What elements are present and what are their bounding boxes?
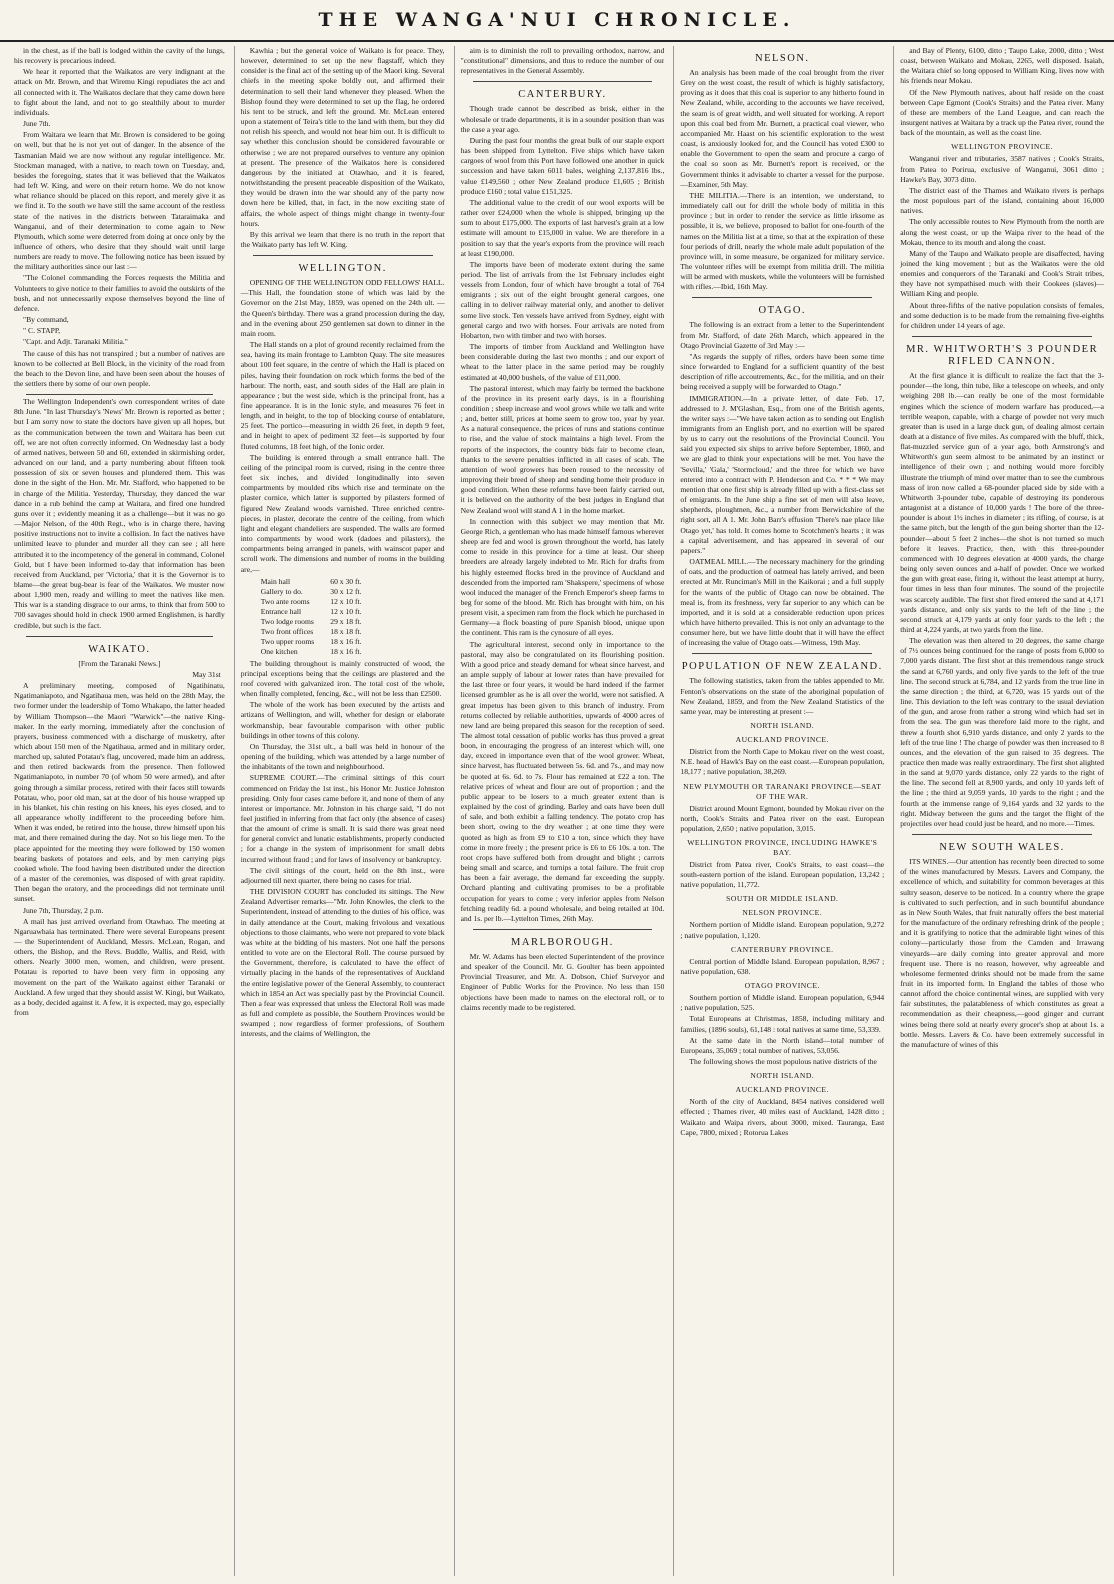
- province-heading: CANTERBURY PROVINCE.: [731, 944, 834, 954]
- province-heading: NELSON PROVINCE.: [742, 908, 823, 918]
- article-paragraph: aim is to diminish the roll to prevailing orthodox, narrow, and "constitutional" dimensions, and thus to reduce the number of our representatives in the General Assembly.: [460, 46, 665, 76]
- article-paragraph: Total Europeans at Christmas, 1858, including military and families, (1896 souls), 61,148 : total natives at same time, 53,339.: [680, 1014, 885, 1034]
- article-paragraph: The Wellington Independent's own correspondent writes of date 8th June. "In last Thursday's 'News' Mr. Brown is reported as better ; but I am sorry now to state the doctors have given up all hopes, but as the communication between the town and Waitara has been cut off, we are not often correctly informed. On Wednesday last a body of armed natives, between 50 and 60, extended in skirmishing order, advanced on our land, and a party numbering about fifteen took possession of six or seven houses and plundered them. This was done in the sight of the Hon. Mr. Mr. Stafford, who happened to be in charge of the Militia. Yesterday, Thursday, they danced the war dance in a rub behind the camp at Waitara, and fired one hundred guns over it ; evidently meaning it as a challenge—but it was no go—Major Nelson, of the 40th Regt., who is in charge there, having positive instructions not to invite a collision. In fact the natives have unlimited leave to plunder and murder all they can see ; all here attributed it to the incompetency of the general in command, Colonel Gold, but I have been informed to-day that information has been received from Auckland, per 'Victoria,' that it is the Governor is to blame—the great bug-bear is fear of the Waikatos. We muster now about 1,900 men, ready and willing to meet the natives like men. This war is a standing disgrace to our arms, to think that from 500 to 700 savages should hold in check 1900 armed Englishmen, is hardly credible, but such is the fact.: [14, 397, 225, 630]
- section-heading: POPULATION OF NEW ZEALAND.: [681, 661, 883, 673]
- section-rule: [912, 834, 1092, 835]
- article-paragraph: The imports have been of moderate extent during the same period. The list of arrivals from the 1st February includes eight vessels from London, four of which have brought a total of 764 emigrants ; six out of the eight brought general cargoes, one calling in to deliver railway material only, and another to deliver some live stock. Ten vessels have arrived from Sydney, eight with general cargo and two with horses. Four arrivals are noted from Hobarton, two with timber and two with horses.: [460, 259, 665, 340]
- article-paragraph: The building is entered through a small entrance hall. The ceiling of the principal room is curved, rising in the centre three feet six inches, and divided longitudinally into seven compartments by moulded ribs which rise and terminate on the plaster cornice, which latter is supported by pilasters formed of figured New Zealand woods varnished. Three enriched centre-pieces, in plaster, decorate the centre of the ceiling, from which light and elegant chandeliers are suspended. The walls are formed into compartments by wood work (dadoes and pilasters), the compartments being arranged in panels, with wainscot paper and scroll work. The dimensions and number of rooms in the building are,—: [240, 452, 445, 574]
- island-heading: NORTH ISLAND.: [750, 1071, 815, 1081]
- column-1: [14, 46, 225, 1576]
- province-paragraph: Northern portion of Middle island. European population, 9,272 ; native population, 1,120.: [680, 920, 885, 940]
- room-row: [261, 577, 368, 587]
- section-heading: MARLBOROUGH.: [511, 936, 614, 948]
- article-paragraph: The district east of the Thames and Waikato rivers is perhaps the most populous part of the island, containing about 16,000 natives.: [900, 185, 1104, 216]
- island-heading: NORTH ISLAND.: [750, 721, 815, 731]
- province-paragraph: Southern portion of Middle island. European population, 6,944 ; native population, 525.: [680, 993, 885, 1013]
- article-paragraph: THE MILITIA.—There is an intention, we understand, to immediately call out for drill the whole body of militia in this province ; but in order to render the service as little irksome as possible, it is, we believe, proposed to ballot for one-fourth of the names on the Militia list at a time, so that at the expiration of these four periods of drill, nearly the whole male adult population of the province will, in some measure, be organized for military service. The volunteer rifles will be exempt from militia drill. The militia will be armed with muskets, while the volunteers will be furnished with rifles.—Ibid, 16th May.: [680, 190, 885, 292]
- article-paragraph: Mr. W. Adams has been elected Superintendent of the province and speaker of the Council. Mr. G. Goulter has been appointed Provincial Treasurer, and Mr. A. Dobson, Chief Surveyor and Engineer of Public Works for the Province. No less than 150 objections have been made to names on the electoral roll, or to claims recently made to be registered.: [460, 951, 665, 1012]
- article-paragraph: In connection with this subject we may mention that Mr. George Rich, a gentleman who has made himself famous wherever sheep are fed and wool is grown throughout the world, has lately come to reside in this province for a time at least. Our sheep breeders are already largely indebted to Mr. Rich for drafts from his highly esteemed flocks bred in the province of Auckland and descended from the imported ram 'Shakspere,' specimens of whose wool induced the manager of the French Emperor's sheep farms to beg for some of the blood. Mr. Rich has brought with him, on his present visit, a specimen ram from the flock which he purchased in Germany—a flock boasting of pure Spanish blood, unique upon the continent. This ram is the cynosure of all eyes.: [460, 516, 665, 638]
- room-name: Entrance hall: [260, 606, 302, 616]
- section-heading: MR. WHITWORTH'S 3 POUNDER RIFLED CANNON.: [906, 344, 1099, 368]
- section-source: [From the Taranaki News.]: [78, 658, 161, 668]
- section-heading: NEW SOUTH WALES.: [939, 842, 1065, 854]
- room-row: [261, 647, 368, 657]
- article-paragraph: Of the New Plymouth natives, about half reside on the coast between Cape Egmont (Cook's Straits) and the Patea river. Many of these are members of the Land League, and can reach the insurgent natives at Waitara by a track up the Patea river, round the back of the mountain, as well as the coast line.: [900, 87, 1104, 138]
- article-paragraph: The civil sittings of the court, held on the 8th inst., were adjourned till next quarter, there being no cases for trial.: [240, 865, 445, 885]
- column-2: [234, 46, 445, 1576]
- article-paragraph: "Capt. and Adjt. Taranaki Militia.": [23, 337, 128, 347]
- article-paragraph: IMMIGRATION.—In a private letter, of date Feb. 17, addressed to J. M'Glashan, Esq., from one of the British agents, the writer says :—"We have taken action as to sending out English immigrants from an English port, and no exertion will be spared by us to carry out the resolutions of the Provincial Council. You said you expected six ships to arrive before September, 1860, and we are glad to think your expectations will be met. You have the 'Sevilla,' 'Gala,' 'Stormcloud,' and the three for which we have entered into a contract with P. Henderson and Co. * * * We may mention that one first ship is already filled up with a first-class set of emigrants. In the June ship a fine set of men will also leave, shepherds, ploughmen, &c., a number from Berwickshire of the right sort, all A 1. Mr. John Barr's effusion 'There's nae place like Otago yet,' has told. It comes home to Scotchmen's hearts ; it was a capital advertisement, and has appeared in several of our papers.": [680, 393, 885, 555]
- section-rule: [692, 653, 872, 654]
- article-paragraph: SUPREME COURT.—The criminal sittings of this court commenced on Friday the 1st inst., his Honor Mr. Justice Johnston presiding. Only four cases came before it, and none of them of any interest or importance. Mr. Johnston in his charge said, "I do not feel justified in inferring from that fact only (the absence of cases) that the amount of crime is small. It is said there was great need for general convict and lunatic establishments, properly conducted ; for a change in the system of imprisonment for small debts incurred without fraud ; and for laws of insolvency or bankruptcy.: [240, 773, 445, 864]
- article-paragraph: About three-fifths of the native population consists of females, and some deduction is to be made from the remaining five-eighths for children under 14 years of age.: [900, 300, 1104, 330]
- section-heading: OTAGO.: [758, 305, 807, 317]
- article-paragraph: The elevation was then altered to 20 degrees, the same charge of 7½ ounces being continued for the range of posts from 6,000 to 7,000 yards distant. The first shot at this tremendous range struck the sand at 6,760 yards, and only five yards to the left of the true line. The second struck at 6,784, and 12 yards from the true line in the same direction ; the third, at 6,720, was 15 yards out of the line. This deviation to the left was contrary to the usual deviation of the gun, and arose from rather a strong wind which had set in from the sea. The gun was therefore laid more to the right, and threw a fourth shot 6,910 yards distance, and only 2 yards to the left of the true line ! The charge of powder was then increased to 8 ounces, and the elevation of the gun raised to 35 degrees. The practice then made was really extraordinary. The first shot alighted in the sand at 9,070 yards distance, only 22 yards to the right of the line. The second fell at 8,900 yards, and only 10 yards left of the line ; the third at 9,059 yards, 10 yards to the right ; and the fourth at the immense range of 9,164 yards and 32 yards to the right. Midway between the guns and the target the flight of the projectiles over head could just be heard, and no more.—Times.: [900, 636, 1104, 828]
- room-dimensions: 60 x 30 ft.: [330, 576, 362, 586]
- section-rule: [26, 636, 213, 637]
- section-heading: NELSON.: [755, 53, 810, 64]
- province-paragraph: Central portion of Middle Island. European population, 8,967 ; native population, 638.: [680, 956, 885, 976]
- room-row: [261, 607, 368, 617]
- room-dimensions: 18 x 16 ft.: [330, 646, 362, 656]
- article-paragraph: The Hall stands on a plot of ground recently reclaimed from the sea, having its main frontage to Lambton Quay. The site measures about 100 feet square, in the centre of which the Hall is placed on piles, having their foundation on rock which forms the bed of the harbour. The north, east, and south sides of the Hall are plain in appearance ; but the west side, which is the principal front, has a fine appearance. It is in the Ionic style, and measures 76 feet in length, and in height, to the top of blocking course of entablature, 25 feet. The portico—measuring in width 26 feet, in depth 9 feet, and in height to apex of pediment 32 feet—is supported by four fluted columns, 18 feet high, of the Ionic order.: [240, 340, 445, 451]
- article-paragraph: OATMEAL MILL.—The necessary machinery for the grinding of oats, and the production of oatmeal has lately arrived, and been erected at Mr. Runciman's Mill in the Kaikorai ; and a full supply for the wants of the public of Otago can now be obtained. The meal is, from its freshness, very far superior to any which can be imported, and it is sold at a considerable reduction upon prices which have hitherto prevailed. This is not only an advantage to the consumer here, but we have little doubt that it will have the effect of increasing the value of Otago oats.—Witness, 19th May.: [680, 557, 885, 648]
- article-paragraph: At the first glance it is difficult to realize the fact that the 3-pounder—the long, thin tube, like a telescope on wheels, and only weighing 208 lb.—can really be one of the most formidable engines which the science of modern warfare has produced,—a terrible weapon, capable, with a charge of powder not very much greater than is used in a large duck gun, of dealing almost certain death at a distance of five miles. As compared with the bluff, thick, flat-muzzled service gun of a year ago, both Armstrong's and Whitworth's gun seem almost to be animated by an instinct or intelligence of their own ; and nothing would more forcibly illustrate the triumph of mind over matter than to see the cumbrous mass of iron now called a 68-pounder placed side by side with a Whitworth 3-pounder tube, capable of destroying its ponderous antagonist at a distance of 10,000 yards ! The bore of the three-pounder is about 1½ inches in diameter ; its rifling, of course, is at the same pitch, but the length of the gun being shorter than the 12-pounder—about 5 feet 2 inches—the shot is not turned so much before it leaves. Practice, then, with this three-pounder commenced with 10 degrees elevation at 4000 yards, the charge being only seven ounces and a-half of powder. Once we worked the gun with great ease, firing it, without the least attempt at hurry, four times in less than four minutes. The sound of the projectile was scarcely audible. The first shot fired entered the sand at 4,171 yards distance, and only six yards to the left of the line ; the second struck at 4,179 yards at only four yards to the left ; the third at 4,224 yards, at two yards from the line.: [900, 371, 1104, 634]
- province-heading: AUCKLAND PROVINCE.: [735, 1085, 829, 1095]
- article-paragraph: June 7th.: [23, 119, 51, 129]
- room-dimensions: 12 x 10 ft.: [330, 596, 362, 606]
- article-paragraph: An analysis has been made of the coal brought from the river Grey on the west coast, the result of which is highly satisfactory, proving as it does that this coal is superior to any hitherto found in New Zealand, while, according to the accounts we have received, the seam is of great width, and well situated for working. A report upon this coal bed from Mr. Burnett, a practical coal viewer, who accompanied Mr. Haast on his scientific exploration to the west coast, is anxiously looked for, and the Council has voted £300 to enable the Government to open the seam and procure a cargo of the coal so soon as Mr. Burnett's report is received, or the Government thinks it advisable to charter a vessel for the purpose.—Examiner, 5th May.: [680, 68, 885, 189]
- room-row: [261, 637, 368, 647]
- masthead: [0, 0, 1114, 42]
- article-paragraph: "The Colonel commanding the Forces requests the Militia and Volunteers to give notice to their families to avoid the outskirts of the bush, and not unnecessarily expose themselves beyond the line of defence.: [14, 273, 225, 313]
- article-paragraph: North of the city of Auckland, 8454 natives considered well effected ; Thames river, 40 miles east of Auckland, 1428 ditto ; Waikato and Waipa rivers, about 3000, mixed. Tauranga, East Cape, 7800, mixed ; Rotorua Lakes: [680, 1097, 885, 1137]
- article-paragraph: Kawhia ; but the general voice of Waikato is for peace. They, however, determined to set up the new flagstaff, which they consider is the final act of the setting up of the Maori king. Several chiefs in the meeting spoke boldly out, and affirmed their determination to sell their land whenever they pleased. When the Bishop found they were determined to set up the flag, he ordered his tent to be struck, and left the ground. Mr. McLean entered upon a statement of Teira's title to the land with them, but they did not relish his speech, and would not hear him out. It is difficult to say whether this conclusion should be considered favourable or otherwise ; we are not prepared ourselves to venture any opinion at present. The presence of the Waikatos here is considered dangerous by the initiated at Otawhao, and it is feared, notwithstanding the present peaceable disposition of the Waikato, they would be drawn into the war should any of the party now down here be killed, that, in fact, in the now exciting state of affairs, the whole aspect of things might change in twenty-four hours.: [240, 46, 445, 228]
- article-paragraph: The following shows the most populous native districts of the: [689, 1057, 877, 1067]
- article-paragraph: OPENING OF THE WELLINGTON ODD FELLOWS' HALL.—This Hall, the foundation stone of which was laid by the Governor on the 21st May, 1859, was opened on the 24th ult. —the Queen's birthday. There was a grand procession during the day, and in the evening about 250 gentlemen sat down to dinner in the main room.: [240, 278, 445, 338]
- province-paragraph: District around Mount Egmont, bounded by Mokau river on the north, Cook's Straits and Patea river on the east. European population, 2,650 ; native population, 3,015.: [680, 803, 885, 833]
- section-heading: CANTERBURY.: [518, 89, 607, 101]
- article-paragraph: THE DIVISION COURT has concluded its sittings. The New Zealand Advertiser remarks—"Mr. John Knowles, the clerk to the Superintendent, instead of attending to the duties of his office, was in daily attendance at the Court, making frivolous and vexatious objections to those claimants, who were not prepared to vote black was white at the bidding of his masters. Not one half the persons entitled to vote are on the Electoral Roll. The course pursued by the Government, therefore, is calculated to have the effect of virtually placing in the hands of the representatives of Auckland the entire legislative power of the General Assembly, to counteract which in 1854 an Act was specially past by the Provincial Council. Then a fear was expressed that unless the Electoral Roll was made as full and complete as possible, the Southern Provinces would be swamped ; now regardless of former professions, of Southern interests, and the claims of Wellington, the: [240, 887, 445, 1039]
- room-dimensions: 29 x 18 ft.: [330, 616, 362, 626]
- section-rule: [692, 297, 872, 298]
- province-heading: AUCKLAND PROVINCE.: [735, 735, 829, 745]
- room-name: One kitchen: [260, 646, 298, 656]
- room-dimensions: 18 x 16 ft.: [330, 636, 362, 646]
- article-paragraph: "By command,: [23, 315, 69, 325]
- article-paragraph: We hear it reported that the Waikatos are very indignant at the attack on Mr. Brown, and that Wiremu Kingi repudiates the act and all connected with it. The Waikatos declare that they came down here to fight about the land, and not to go stealthily about to murder individuals.: [14, 67, 225, 117]
- article-paragraph: The only accessible routes to New Plymouth from the north are along the west coast, or up the Waipa river to the head of the Mokau, thence to its mouth and along the coast.: [900, 217, 1104, 247]
- article-paragraph: By this arrival we learn that there is no truth in the report that the Waikato party has left W. King.: [240, 229, 445, 249]
- article-paragraph: ITS WINES.—Our attention has recently been directed to some of the wines manufactured by Messrs. Lavers and Company, the excellence of which, and suitability for common beverages at this sultry season, deserve to be noticed. In a country where the grape is cultivated to such perfection, and in such bountiful abundance as in New South Wales, that fruit naturally offers the best material for the manufacture of the ordinary refreshing drink of the people ; and it is gratifying to notice that the admirable light wines of this colony—particularly those from the Camden and Irrawang vineyards—are daily coming into greater approval and more frequent use. There is no reason, however, why agreeable and wholesome fermented drinks should not be made from the same fruit in its imported form. In England the tables of those who cannot afford the choice continental wines, are supplied with very fair substitutes, the palatableness of which constitutes as great a recommendation as their cheapness,—good ginger and currant wines being there sold at nearly every grocer's shop at about 1s. a bottle. Messrs. Lavers & Co. have been extremely successful in the manufacture of wines of this: [900, 857, 1104, 1049]
- section-heading: WAIKATO.: [88, 643, 151, 655]
- column-4: [673, 46, 884, 1576]
- rooms-table: [261, 577, 368, 657]
- article-paragraph: in the chest, as if the ball is lodged within the cavity of the lungs, his recovery is precarious indeed.: [14, 46, 225, 66]
- room-dimensions: 18 x 18 ft.: [330, 626, 362, 636]
- section-rule: [473, 929, 653, 930]
- province-heading: OTAGO PROVINCE.: [744, 981, 820, 991]
- province-heading: WELLINGTON PROVINCE, INCLUDING HAWKE'S BAY.: [687, 838, 878, 857]
- island-heading: SOUTH OR MIDDLE ISLAND.: [726, 894, 839, 904]
- room-row: [261, 617, 368, 627]
- article-paragraph: "As regards the supply of rifles, orders have been some time since forwarded to England for a sufficient quantity of the best description of rifle accoutrements, &c., for the militia, and on their being received a supply will be forwarded to Otago.": [680, 351, 885, 392]
- article-paragraph: The building throughout is mainly constructed of wood, the principal exceptions being that the ceilings are plastered and the roof covered with galvanized iron. The total cost of the whole, when finally completed, fencing, &c., will not be less than £2500.: [240, 658, 445, 699]
- room-dimensions: 30 x 12 ft.: [330, 586, 362, 596]
- article-paragraph: The whole of the work has been executed by the artists and artizans of Wellington, and will, whether for design or elaborate workmanship, bear favourable comparison with other public buildings in other towns of this colony.: [240, 700, 445, 740]
- article-paragraph: The following statistics, taken from the tables appended to Mr. Fenton's observations on the state of the aboriginal population of New Zealand, 1859, and from the New Zealand Statistics of the same year, may be interesting at present :—: [680, 676, 885, 716]
- province-heading: NEW PLYMOUTH OR TARANAKI PROVINCE—SEAT OF THE WAR.: [683, 781, 882, 801]
- article-paragraph: The pastoral interest, which may fairly be termed the backbone of the province in its present early days, is in a flourishing condition ; sheep increase and wool grows while we talk and write ; and, better still, prices at home seem to grow too, year by year. As a natural consequence, the prices of runs and stations continue to rise, and the value of stock maintains a high level. From the reports of the inspectors, the country bids fair to become clean, thanks to the severe penalties inflicted in all cases of scab. The attention of wool growers has been roused to the necessity of improving their breed of sheep and sending home their produce in good condition. When these reforms have been fairly carried out, it is believed on the authority of the best judges in England that New Zealand wool will stand A 1 in the home market.: [460, 383, 665, 515]
- province-paragraph: District from the North Cape to Mokau river on the west coast, N.E. head of Hawk's Bay on the east coast.—European population, 18,177 ; native population, 38,269.: [680, 747, 885, 777]
- room-dimensions: 12 x 10 ft.: [330, 606, 362, 616]
- article-paragraph: The additional value to the credit of our wool exports will be rather over £24,000 when the whole is shipped, bringing up the sum to about £175,000. The exports of last harvest's grain at a low estimate will amount to £15,000 in value. We are therefore in a position to say that the year's exports from the province will reach at least £190,000.: [460, 197, 665, 258]
- news-columns: [14, 46, 1104, 1576]
- article-paragraph: The imports of timber from Auckland and Wellington have been considerable during the last two months ; and our export of wheat to the latter place in the same period may be roughly estimated at 40,000 bushels, of the value of £11,000.: [460, 342, 665, 382]
- section-rule: [912, 336, 1092, 337]
- section-rule: [26, 394, 213, 395]
- province-heading: WELLINGTON PROVINCE.: [951, 142, 1053, 152]
- article-paragraph: During the past four months the great bulk of our staple export has been shipped from Lyttelton. Five ships which have taken cargoes of wool from this Port have followed one another in quick succession and have taken 6011 bales, weighing 2,137,816 lbs., value £149,560 ; other New Zealand produce £1,605 ; British produce £160 ; total value £151,325.: [460, 135, 665, 196]
- section-rule: [253, 255, 433, 256]
- article-paragraph: Wanganui river and tributaries, 3587 natives ; Cook's Straits, from Patea to Porirua, exclusive of Wanganui, 3061 ditto ; Hawke's Bay, 3073 ditto.: [900, 154, 1104, 184]
- room-name: Main hall: [260, 576, 291, 586]
- room-row: [261, 627, 368, 637]
- article-paragraph: and Bay of Plenty, 6100, ditto ; Taupo Lake, 2000, ditto ; West coast, between Waikato and Mokau, 2265, well disposed. Isaiah, the Waitara chief so long opposed to William King, lives now with his friends near Mokau.: [900, 46, 1104, 86]
- article-paragraph: Though trade cannot be described as brisk, either in the wholesale or trade departments, it is in a sounder position than was the case a year ago.: [460, 104, 665, 134]
- article-paragraph: Many of the Taupo and Waikato people are disaffected, having joined the king movement ; but as the Waikatos were the old enemies and conquerors of the Taranaki and Cook's Strait tribes, they have not sympathised much with their Cookees (slaves)—William King and people.: [900, 248, 1104, 299]
- room-name: Two ante rooms: [260, 596, 310, 606]
- room-name: Two upper rooms: [260, 636, 315, 646]
- article-paragraph: The agricultural interest, second only in importance to the pastoral, may also be congratulated on its flourishing position. With a good price and steady demand for wheat since harvest, and an ample supply of labour at lower rates than have prevailed for the last three or four years, it would be hard indeed if the farmer licensed grumbler as he is all over the world, were not satisfied. A great impetus has been given to this branch of industry. From returns collected by reliable authorities, upwards of 4000 acres of new land are being prepared this season for the reception of seed. The almost total cessation of public works has thus proved a great boon, in encouraging the progress of an interest which will, one day, exceed in importance even that of the wool grower. Wheat, since harvest, has fluctuated between 5s. 6d. and 7s., and may now be quoted at 6s. 6d. to 7s. Flour has remained at £22 a ton. The relative prices of wheat and flour are out of proportion ; and the public appear to be losers to a much greater extent than is explained by the cost of grinding. Barley and oats have been dull of sale, and both exhibit a falling tendency. The potato crop has been short, owing to the dry weather ; at one time they were quoted as high as from £9 to £10 a ton, since which they have come in more freely ; the present price is £6 to £6 10s. a ton. The root crops have suffered both from drought and blight ; carrots being small and scarce, and turnips a total failure. The fruit crop has been a fair average, the demand far exceeding the supply. Orchard planting and cultivating promises to be a profitable occupation for years to come ; very inferior apples from Nelson fetching readily 6d. a pound wholesale, and being retailed at 10d. and 1s. per lb.—Lyttelton Times, 26th May.: [460, 639, 665, 923]
- column-3: [454, 46, 665, 1576]
- article-paragraph: At the same date in the North island—total number of Europeans, 35,069 ; total number of natives, 53,056.: [680, 1035, 885, 1055]
- article-paragraph: The cause of this has not transpired ; but a number of natives are known to be collected at Bell Block, in the vicinity of the road from the beach to the Devon line, and have been seen about the houses of the settlers there by some of our own people.: [14, 348, 225, 388]
- article-paragraph: A preliminary meeting, composed of Ngatihinatu, Ngatimaniapoto, and Ngatihaua men, was held on the 28th May, the two former under the leadership of Tomo Whakapo, the latter headed by William Thompson—the Maori "Warwick"—the native King-maker. In the early morning, immediately after the conclusion of prayers, business commenced with a discharge of musketry, after which about 150 men of the Ngatihaua, armed and in military order, marched up, saluted Potatau's flag, uncovered, made him an address, and then retired backwards from the presence. Then followed Ngatimaniapoto, in number 70 (of whom 50 were armed), and after going through a similar process, retired with their faces still towards Potatau, who, poor old man, sat at the door of his house wrapped up in his blanket, his chin resting on his knees, his eyes closed, and to all appearance wholly indifferent to the proceeding before him. When it was ended, he retired into the house, threw himself upon his mat, and there remained during the day. Not so his liege men. To the place appointed for the meeting they were followed by 150 women bearing baskets of potatoes and eels, and by men carrying pigs cooked whole. The food having been distributed under the direction of a master of the ceremonies, was disposed of with great rapidity. Then began the oratory, and the proceedings did not terminate until sunset.: [14, 681, 225, 904]
- section-heading: WELLINGTON.: [298, 263, 387, 275]
- room-row: [261, 597, 368, 607]
- article-paragraph: From Waitara we learn that Mr. Brown is considered to be going on well, but that he is not yet out of danger. In the absence of the Tasmanian Maid we are now without any regular intelligence. Mr. Stockman managed, with a native, to reach town on Tuesday, and, besides the foregoing, states that it was believed that the Waikatos had left W. King, and were on their return home. We do not know what reliance should be placed on this report, and merely give it as we find it. To the south we have still the same account of the restless state of the natives in the districts between Tataraimaka and Wanganui, and of their determination to come again to New Plymouth, which some were deterred from doing at once only by the influence of others, who desire that they should wait until large numbers are ready to move. The following notice has been issued by the military authorities since our last :—: [14, 130, 225, 272]
- room-row: [261, 587, 368, 597]
- section-rule: [473, 81, 653, 82]
- article-paragraph: " C. STAPP,: [23, 326, 61, 336]
- newspaper-title: THE WANGA'NUI CHRONICLE.: [318, 9, 796, 31]
- section-dateline: May 31st: [192, 669, 221, 679]
- article-paragraph: A mail has just arrived overland from Otawhao. The meeting at Ngaruawhaia has terminated. There were several Europeans present — the Superintendent of Auckland, Messrs. McLean, Rogan, and others, the Bishop, and the Revs. Buddle, Wallis, and Reid, with others. Nearly 3000 men, women, and children, were present. Potatau is reported to have been very firm in opposing any movement on the part of the Waikato against either Taranaki or Auckland. A few urged that they should assist W. Kingi, but Waikato, as a body, decided against it. A few, it is expected, may go, especially from: [14, 916, 225, 1018]
- room-name: Two front offices: [260, 626, 314, 636]
- article-paragraph: June 7th, Thursday, 2 p.m.: [23, 905, 104, 915]
- article-paragraph: The following is an extract from a letter to the Superintendent from Mr. Stafford, of date 26th March, which appeared in the Otago Provincial Gazette of 3rd May :—: [680, 320, 885, 350]
- province-paragraph: District from Patea river, Cook's Straits, to east coast—the south-eastern portion of the island. European population, 13,242 ; native population, 11,772.: [680, 860, 885, 890]
- article-paragraph: On Thursday, the 31st ult., a ball was held in honour of the opening of the building, which was attended by a large number of the inhabitants of the town and neighbourhood.: [240, 741, 445, 772]
- room-name: Gallery to do.: [260, 586, 303, 596]
- column-5: [893, 46, 1104, 1576]
- room-name: Two lodge rooms: [260, 616, 314, 626]
